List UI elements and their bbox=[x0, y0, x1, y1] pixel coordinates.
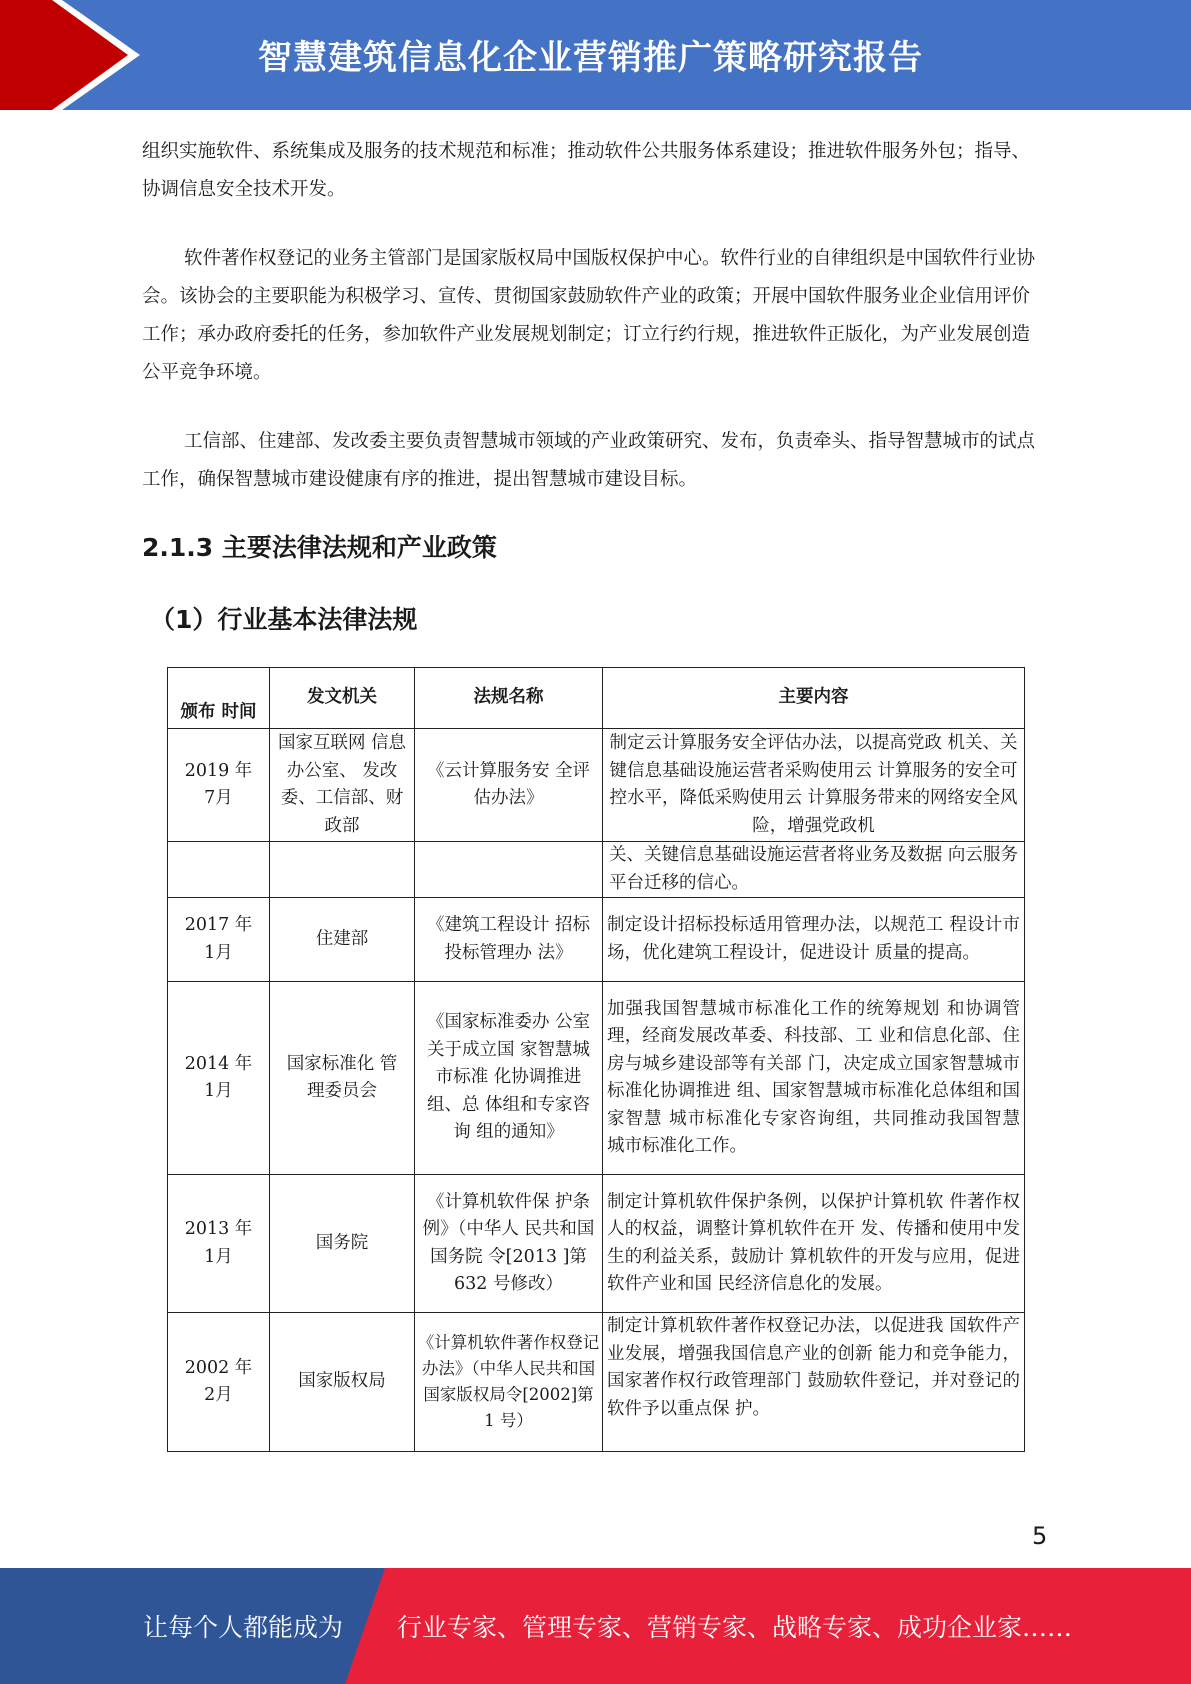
cell-content: 制定计算机软件保护条例，以保护计算机软 件著作权人的权益，调整计算机软件在开 发、传播和使用中发生的利益关系，鼓励计 算机软件的开发与应用，促进软件产业和国 民经济信息化的发展。 bbox=[603, 1175, 1025, 1313]
cell-name: 《建筑工程设计 招标投标管理办 法》 bbox=[415, 898, 603, 982]
paragraph-2: 软件著作权登记的业务主管部门是国家版权局中国版权保护中心。软件行业的自律组织是中国软件行业协会。该协会的主要职能为积极学习、宣传、贯彻国家鼓励软件产业的政策；开展中国软件服务业企业信用评价工作；承办政府委托的任务，参加软件产业发展规划制定；订立行约行规，推进软件正版化，为产业发展创造公平竞争环境。 bbox=[142, 248, 1036, 383]
header-content: 主要内容 bbox=[603, 668, 1025, 729]
cell-content: 制定计算机软件著作权登记办法，以促进我 国软件产业发展，增强我国信息产业的创新 能力和竞争能力，国家著作权行政管理部门 鼓励软件登记，并对登记的软件予以重点保 护。 bbox=[603, 1313, 1025, 1452]
footer-slogan-left: 让每个人都能成为 bbox=[143, 1613, 344, 1642]
header-title: 智慧建筑信息化企业营销推广策略研究报告 bbox=[258, 38, 923, 78]
paragraph-1: 组织实施软件、系统集成及服务的技术规范和标准；推动软件公共服务体系建设；推进软件服务外包；指导、协调信息安全技术开发。 bbox=[142, 141, 1031, 200]
cell-org: 国家互联网 信息办公室、 发改委、工信部、财政部 bbox=[270, 729, 415, 842]
cell-date: 2013 年 1月 bbox=[168, 1175, 270, 1313]
header-date: 颁布 时间 bbox=[168, 668, 270, 729]
header-arrow-icon bbox=[0, 0, 160, 110]
cell-org: 国家版权局 bbox=[270, 1313, 415, 1452]
subsection-heading: （1）行业基本法律法规 bbox=[150, 605, 418, 634]
cell-content: 制定云计算服务安全评估办法，以提高党政 机关、关键信息基础设施运营者采购使用云 计算服务的安全可控水平，降低采购使用云 计算服务带来的网络安全风险，增强党政机 bbox=[603, 729, 1025, 842]
table-row bbox=[168, 1313, 1025, 1452]
cell-date bbox=[168, 842, 270, 898]
table-row bbox=[168, 898, 1025, 982]
header-org: 发文机关 bbox=[270, 668, 415, 729]
section-heading: 2.1.3 主要法律法规和产业政策 bbox=[142, 533, 497, 562]
cell-name bbox=[415, 842, 603, 898]
page-footer bbox=[0, 1568, 1191, 1684]
cell-date: 2019 年 7月 bbox=[168, 729, 270, 842]
table-row bbox=[168, 1175, 1025, 1313]
table-header-row bbox=[168, 668, 1025, 729]
table-row bbox=[168, 982, 1025, 1175]
page-number: 5 bbox=[1032, 1522, 1048, 1550]
cell-name: 《计算机软件保 护条例》（中华人 民共和国国务院 令[2013 ]第 632 号修改） bbox=[415, 1175, 603, 1313]
cell-name: 《云计算服务安 全评估办法》 bbox=[415, 729, 603, 842]
cell-date: 2002 年 2月 bbox=[168, 1313, 270, 1452]
laws-table bbox=[167, 667, 1025, 1452]
page-header bbox=[0, 0, 1191, 110]
cell-content: 加强我国智慧城市标准化工作的统筹规划 和协调管理，经商发展改革委、科技部、工 业和信息化部、住房与城乡建设部等有关部 门，决定成立国家智慧城市标准化协调推进 组、国家智慧城市标准化总体组和国家智慧 城市标准化专家咨询组，共同推动我国智慧 城市标准化工作。 bbox=[603, 982, 1025, 1175]
cell-name: 《国家标准委办 公室关于成立国 家智慧城市标准 化协调推进组、总 体组和专家咨询 组的通知》 bbox=[415, 982, 603, 1175]
cell-date: 2014 年 1月 bbox=[168, 982, 270, 1175]
footer-slogan-right: 行业专家、管理专家、营销专家、战略专家、成功企业家…… bbox=[397, 1613, 1073, 1642]
table-row bbox=[168, 729, 1025, 842]
cell-org bbox=[270, 842, 415, 898]
header-name: 法规名称 bbox=[415, 668, 603, 729]
cell-content: 制定设计招标投标适用管理办法，以规范工 程设计市场，优化建筑工程设计，促进设计 质量的提高。 bbox=[603, 898, 1025, 982]
table-row bbox=[168, 842, 1025, 898]
cell-name: 《计算机软件著作权登记办法》（中华人民共和国国家版权局令[2002]第 1 号） bbox=[415, 1313, 603, 1452]
cell-org: 住建部 bbox=[270, 898, 415, 982]
paragraph-3: 工信部、住建部、发改委主要负责智慧城市领域的产业政策研究、发布，负责牵头、指导智慧城市的试点工作，确保智慧城市建设健康有序的推进，提出智慧城市建设目标。 bbox=[142, 431, 1036, 490]
cell-content: 关、关键信息基础设施运营者将业务及数据 向云服务平台迁移的信心。 bbox=[603, 842, 1025, 898]
cell-org: 国家标准化 管理委员会 bbox=[270, 982, 415, 1175]
cell-org: 国务院 bbox=[270, 1175, 415, 1313]
cell-date: 2017 年 1月 bbox=[168, 898, 270, 982]
